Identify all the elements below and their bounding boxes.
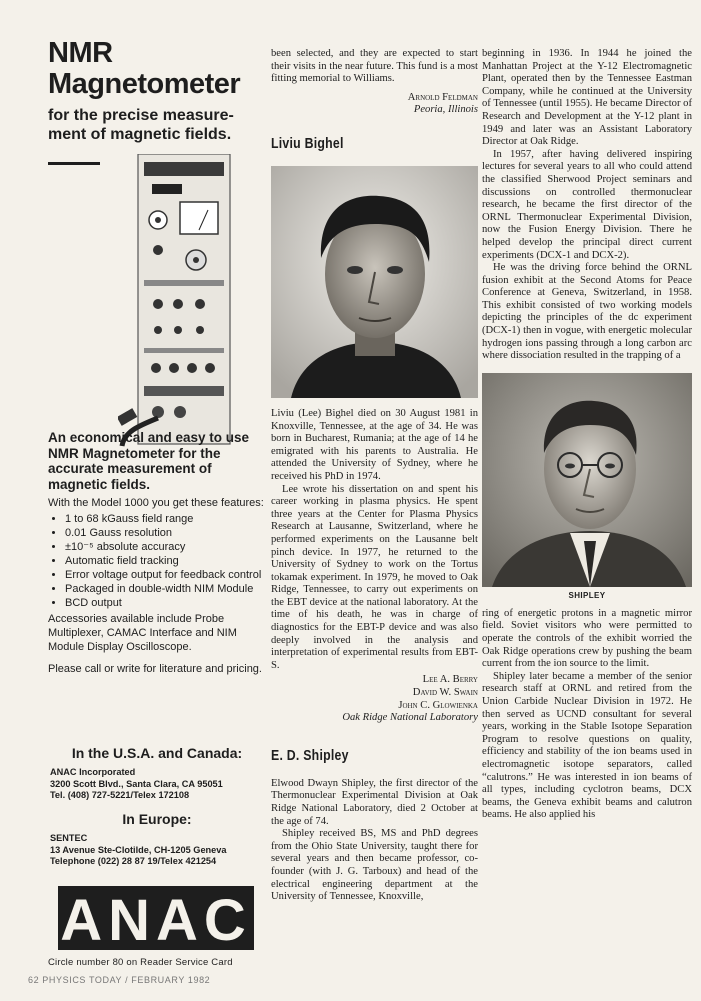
paragraph: Shipley later became a member of the senior research staff at ORNL and retired from the Union Carbide Nuclear Division in 1972. He then served as UCND consultant for several years, working in the Stable Isotope Separation Program to resolve questions on quality, efficiency and stability of the ion beams used in electromagnetic isotope separators, called “calutrons.” He was interested in ion beams of all types, including cyclotron beams, DCX beams, the Geneva exhibit beams and calutron beams. He also applied his [482,670,692,821]
ad-lead: An economical and easy to use NMR Magnetometer for the accurate measurement of magnetic fields. [48,430,250,492]
paragraph: He was the driving force behind the ORNL fusion exhibit at the Second Atoms for Peace Conference at Geneva, Switzerland, in 1958. This exhibit consisted of two working models depicting the principles of the dc experiment (DCX-1) then in vogue, with energetic molecular hydrogen ions passing through a long carbon arc where dissociation resulted in the trapping of a [482,262,692,362]
bighel-photo [271,166,478,398]
signature-name: Arnold Feldman [407,91,478,103]
paragraph: Lee wrote his dissertation on and spent his career working in plasma physics. He spent three years at the Center for Plasma Physics Research at Lausanne, Switzerland, where he performed experiments on the Lausanne belt pinch device. In 1977, he returned to the University of Sydney to work on the Tortus tokamak experiment. In 1979, he moved to Oak Ridge, Tennessee, to carry out experiments on the EBT device at the national laboratory. At the time of his death, he was in charge of diagnostics for the EBT-P device and was also deeply involved in the analysis and interpretation of experimental results from EBT-S. [271,483,478,671]
feature-list [48,512,266,610]
column-2 [271,48,478,904]
usa-heading: In the U.S.A. and Canada: [71,745,243,761]
logo-text: ANAC [60,888,252,950]
address-line: Tel. (408) 727-5221/Telex 172108 [50,790,190,800]
reader-service-note: Circle number 80 on Reader Service Card [48,957,233,968]
paragraph: been selected, and they are expected to start their visits in the near future. This fund is a most fitting memorial to Williams. [271,48,478,85]
feature-item: • Error voltage output for feedback control [65,568,266,582]
magnetometer-device-image [118,154,258,454]
feature-item: • 1 to 68 kGauss field range [65,512,266,526]
address-line: ANAC Incorporated [50,767,136,777]
ad-divider [48,162,100,165]
paragraph: Shipley received BS, MS and PhD degrees from the Ohio State University, taught there for several years and then became professor, co-founder (with J. G. Tarboux) and head of the electrical engineering department at the University of Tennessee, Knoxville, [271,828,478,903]
feature-item: • Packaged in double-width NIM Module [65,582,266,596]
signature-name: David W. Swain [412,687,478,699]
paragraph: ring of energetic protons in a magnetic mirror field. Soviet visitors who were permitted to operate the controls of the exhibit worried the Oak Ridge operations crew by pushing the beam current from the ion source to the limit. [482,607,692,670]
advertisement [48,38,266,968]
usa-address [50,767,268,802]
ad-title [48,38,266,100]
signature-name: John C. Glowienka [398,699,478,711]
feature-item: • ±10⁻⁵ absolute accuracy [65,540,266,554]
address-line: SENTEC [50,833,88,843]
bighel-heading: Liviu Bighel [271,134,344,152]
shipley-heading: E. D. Shipley [271,746,349,764]
paragraph: Elwood Dwayn Shipley, the first director of the Thermonuclear Experimental Division at Oak Ridge National Laboratory, died 2 October at the age of 74. [271,777,478,827]
anac-logo [58,886,254,950]
paragraph: beginning in 1936. In 1944 he joined the Manhattan Project at the Y-12 Electromagnetic Plant, operated then by the Tennessee Eastman Company, while he continued at the University of Tennessee (until 1955). He became Director of Research and Development at the Y-12 plant in 1949 and later was an Assistant Laboratory Director at Oak Ridge. [482,48,692,148]
ad-intro: With the Model 1000 you get these features: [48,497,264,509]
signature-place: Oak Ridge National Laboratory [342,712,478,724]
address-line: 3200 Scott Blvd., Santa Clara, CA 95051 [50,778,223,789]
europe-heading: In Europe: [122,811,192,827]
paragraph: In 1957, after having delivered inspiring lectures for several years to all who could attend the classified Sherwood Project seminars and discussions on controlled thermonuclear research, he became the first director of the ORNL Thermonuclear Experimental Division, now the Fusion Energy Division. There he helped develop the principal direct current experiments (DCX-1 and DCX-2). [482,148,692,261]
photo-caption: SHIPLEY [568,590,606,600]
ad-title-line2: Magnetometer [48,68,241,100]
ad-subtitle: for the precise measure-ment of magnetic fields. [48,107,234,143]
paragraph: Liviu (Lee) Bighel died on 30 August 1981 in Knoxville, Tennessee, at the age of 34. He was born in Bucharest, Rumania; at the age of 14 he emigrated with his parents to Australia. He attended the University of Sydney, where he received his PhD in 1974. [271,407,478,482]
europe-address [50,833,268,868]
address-line: Telephone (022) 28 87 19/Telex 421254 [50,856,217,866]
shipley-photo [482,373,692,587]
address-line: 13 Avenue Ste-Clotilde, CH-1205 Geneva [50,844,227,855]
feature-item: • 0.01 Gauss resolution [65,526,266,540]
feature-item: • Automatic field tracking [65,554,266,568]
ad-title-line1: NMR [48,37,113,69]
signature-place: Peoria, Illinois [413,104,478,116]
ad-body [48,496,266,676]
ad-contact: Please call or write for literature and pricing. [48,663,262,675]
signature-name: Lee A. Berry [422,674,478,686]
page-footer: 62 PHYSICS TODAY / FEBRUARY 1982 [28,975,211,985]
column-3 [482,48,692,822]
feature-item: • BCD output [65,596,266,610]
ad-accessories: Accessories available include Probe Multiplexer, CAMAC Interface and NIM Module Display Oscilloscope. [48,613,237,653]
